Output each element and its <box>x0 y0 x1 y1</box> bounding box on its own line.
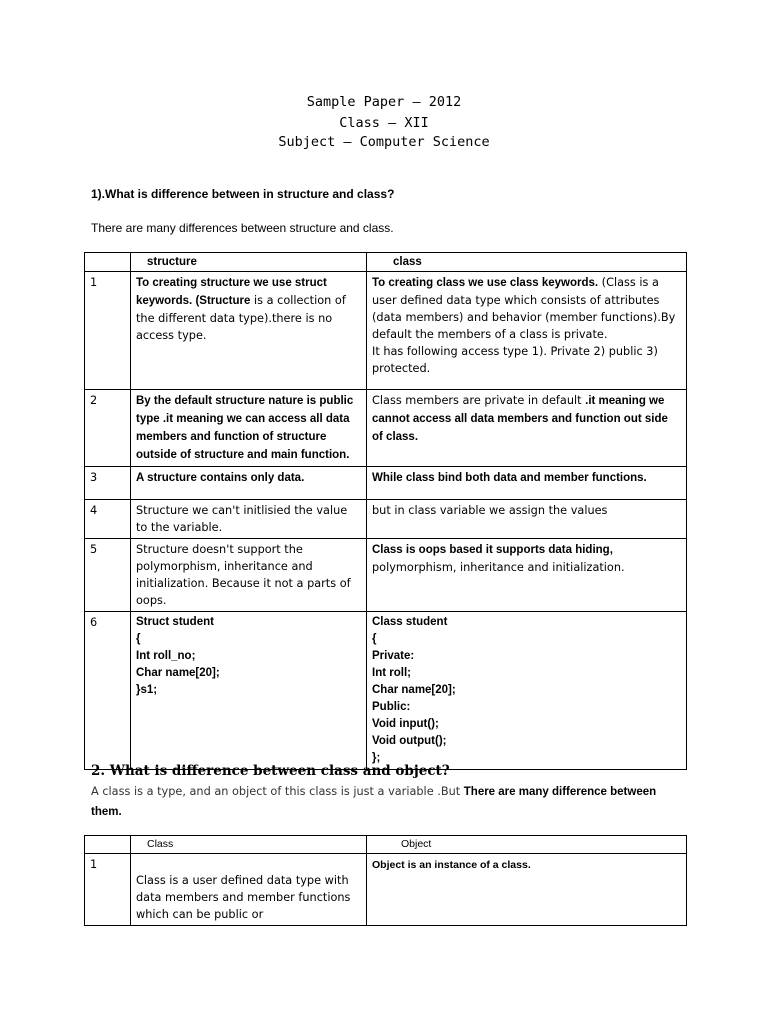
object-cell: Object is an instance of a class. <box>367 854 687 926</box>
question-2-intro: A class is a type, and an object of this class is just a variable .But There are many difference between them. <box>91 785 657 818</box>
code-line: { <box>372 633 377 645</box>
code-line: }; <box>372 752 381 764</box>
row-number: 1 <box>85 854 131 926</box>
row-number: 5 <box>85 539 131 612</box>
question-2: 2. What is difference between class and object? <box>91 763 450 779</box>
class-cell: but in class variable we assign the values <box>367 500 687 539</box>
header-class: class <box>367 253 687 272</box>
structure-cell: To creating structure we use struct keywords. (Structure is a collection of the different data type).there is no access type. <box>131 272 367 390</box>
subject-title: Subject – Computer Science <box>278 134 490 150</box>
row-number: 4 <box>85 500 131 539</box>
table-row <box>85 272 687 390</box>
structure-class-table <box>84 252 687 770</box>
code-line: Int roll; <box>372 667 411 679</box>
row-number: 3 <box>85 467 131 500</box>
row-number: 6 <box>85 612 131 770</box>
paper-title: Sample Paper – 2012 <box>306 94 462 110</box>
table-row <box>85 854 687 926</box>
header-num-cell <box>85 836 131 854</box>
class-code-cell <box>367 612 687 770</box>
code-line: Class student <box>372 616 448 628</box>
header-class: Class <box>131 836 367 854</box>
row-number: 2 <box>85 390 131 467</box>
row-number: 1 <box>85 272 131 390</box>
code-line: Private: <box>372 650 415 662</box>
table-row <box>85 467 687 500</box>
header-object: Object <box>367 836 687 854</box>
code-line: }s1; <box>136 684 158 696</box>
class-object-table <box>84 835 687 926</box>
table-row <box>85 539 687 612</box>
structure-cell: By the default structure nature is public type .it meaning we can access all data members and function of structure outside of structure and main function. <box>131 390 367 467</box>
table-row <box>85 612 687 770</box>
header-num-cell <box>85 253 131 272</box>
table-header-row <box>85 836 687 854</box>
code-line: Public: <box>372 701 411 713</box>
code-line: Void input(); <box>372 718 439 730</box>
class-cell: Class members are private in default .it meaning we cannot access all data members and function out side of class. <box>367 390 687 467</box>
class-cell: To creating class we use class keywords. (Class is a user defined data type which consists of attributes (data members) and behavior (member functions).By default the members of a class is private. It has following access type 1). Private 2) public 3) protected. <box>367 272 687 390</box>
structure-cell: Structure we can't initlisied the value to the variable. <box>131 500 367 539</box>
code-line: Char name[20]; <box>372 684 456 696</box>
header-structure: structure <box>131 253 367 272</box>
class-cell: While class bind both data and member functions. <box>367 467 687 500</box>
code-line: Struct student <box>136 616 214 628</box>
table-header-row <box>85 253 687 272</box>
class-cell: Class is oops based it supports data hiding, polymorphism, inheritance and initialization. <box>367 539 687 612</box>
code-line: { <box>136 633 141 645</box>
question-1-intro: There are many differences between structure and class. <box>91 221 394 235</box>
code-line: Void output(); <box>372 735 447 747</box>
class-cell: Class is a user defined data type with data members and member functions which can be public or <box>131 854 367 926</box>
code-line: Int roll_no; <box>136 650 196 662</box>
structure-cell: A structure contains only data. <box>131 467 367 500</box>
code-line: Char name[20]; <box>136 667 220 679</box>
class-title: Class – XII <box>339 115 429 131</box>
question-1: 1).What is difference between in structure and class? <box>91 187 395 201</box>
table-row <box>85 390 687 467</box>
table-row <box>85 500 687 539</box>
structure-code-cell <box>131 612 367 770</box>
structure-cell: Structure doesn't support the polymorphism, inheritance and initialization. Because it not a parts of oops. <box>131 539 367 612</box>
